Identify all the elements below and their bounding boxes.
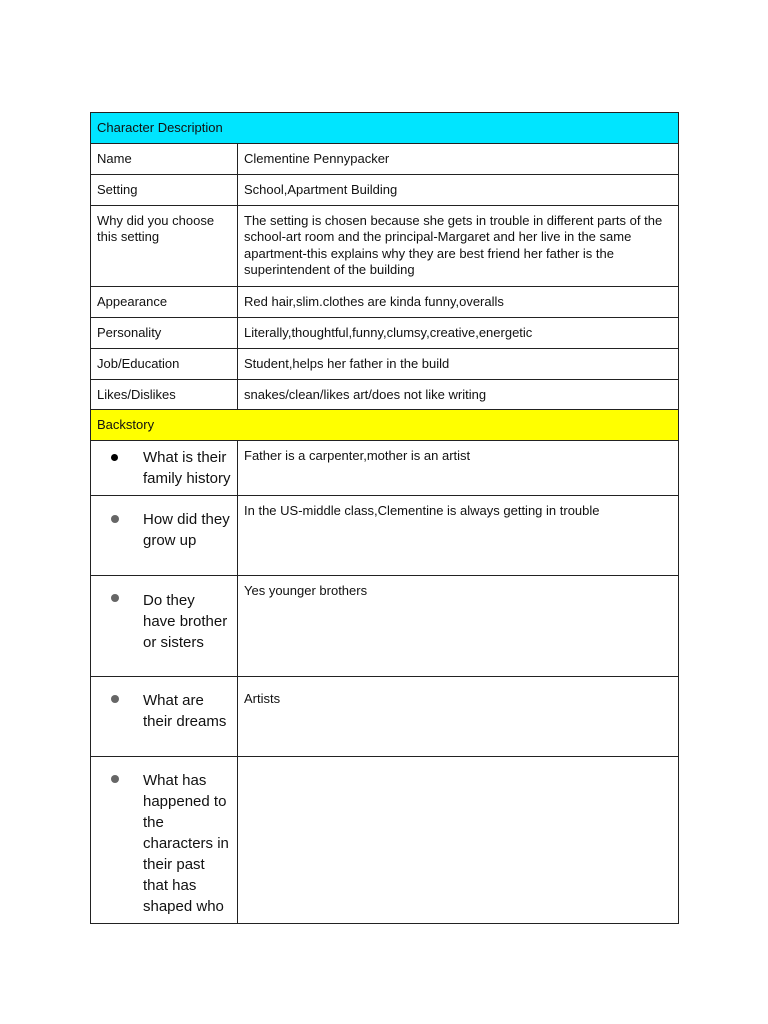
table-row — [91, 348, 679, 379]
row-value: Student,helps her father in the build — [244, 355, 450, 371]
backstory-answer — [238, 757, 678, 770]
row-label: Name — [97, 151, 132, 166]
row-value: The setting is chosen because she gets in trouble in different parts of the school-art room and the principal-Margaret and her live in the same apartment-this explains why they are best friend her father is the superintendent of the building — [244, 212, 663, 277]
table-row — [91, 144, 679, 175]
bullet-icon — [111, 454, 118, 461]
table-row — [91, 205, 679, 286]
backstory-question: What has happened to the characters in their past that has shaped who — [143, 771, 229, 915]
row-label: Appearance — [97, 293, 168, 309]
backstory-header-row — [91, 410, 679, 441]
backstory-answer: Artists — [244, 690, 281, 706]
character-description-table — [90, 112, 679, 924]
table-row — [91, 286, 679, 317]
row-label: Job/Education — [97, 355, 180, 371]
character-description-header: Character Description — [97, 120, 223, 135]
backstory-question: What are their dreams — [143, 691, 227, 730]
backstory-answer: Father is a carpenter,mother is an artist — [244, 447, 471, 463]
bullet-icon — [111, 594, 119, 602]
row-value: snakes/clean/likes art/does not like writing — [244, 386, 487, 402]
backstory-question: Do they have brother or sisters — [143, 591, 228, 651]
row-value: Red hair,slim.clothes are kinda funny,overalls — [244, 293, 504, 309]
header-row — [91, 113, 679, 144]
backstory-row — [91, 575, 679, 676]
backstory-row — [91, 676, 679, 756]
row-value: Clementine Pennypacker — [244, 151, 390, 166]
row-value: School,Apartment Building — [244, 182, 398, 197]
backstory-question: What is their family history — [143, 448, 231, 487]
row-label: Likes/Dislikes — [97, 386, 176, 402]
bullet-icon — [111, 695, 119, 703]
backstory-question: How did they grow up — [143, 510, 230, 549]
backstory-row — [91, 756, 679, 923]
backstory-answer: Yes younger brothers — [244, 582, 368, 598]
backstory-row — [91, 440, 679, 495]
row-label: Why did you choose this setting — [97, 212, 215, 244]
backstory-answer: In the US-middle class,Clementine is always getting in trouble — [244, 502, 600, 518]
backstory-header: Backstory — [97, 417, 155, 432]
table-row — [91, 379, 679, 410]
bullet-icon — [111, 775, 119, 783]
row-label: Personality — [97, 324, 162, 340]
table-row — [91, 175, 679, 206]
backstory-row — [91, 495, 679, 575]
row-value: Literally,thoughtful,funny,clumsy,creative,energetic — [244, 324, 533, 340]
bullet-icon — [111, 515, 119, 523]
row-label: Setting — [97, 182, 138, 197]
table-row — [91, 317, 679, 348]
